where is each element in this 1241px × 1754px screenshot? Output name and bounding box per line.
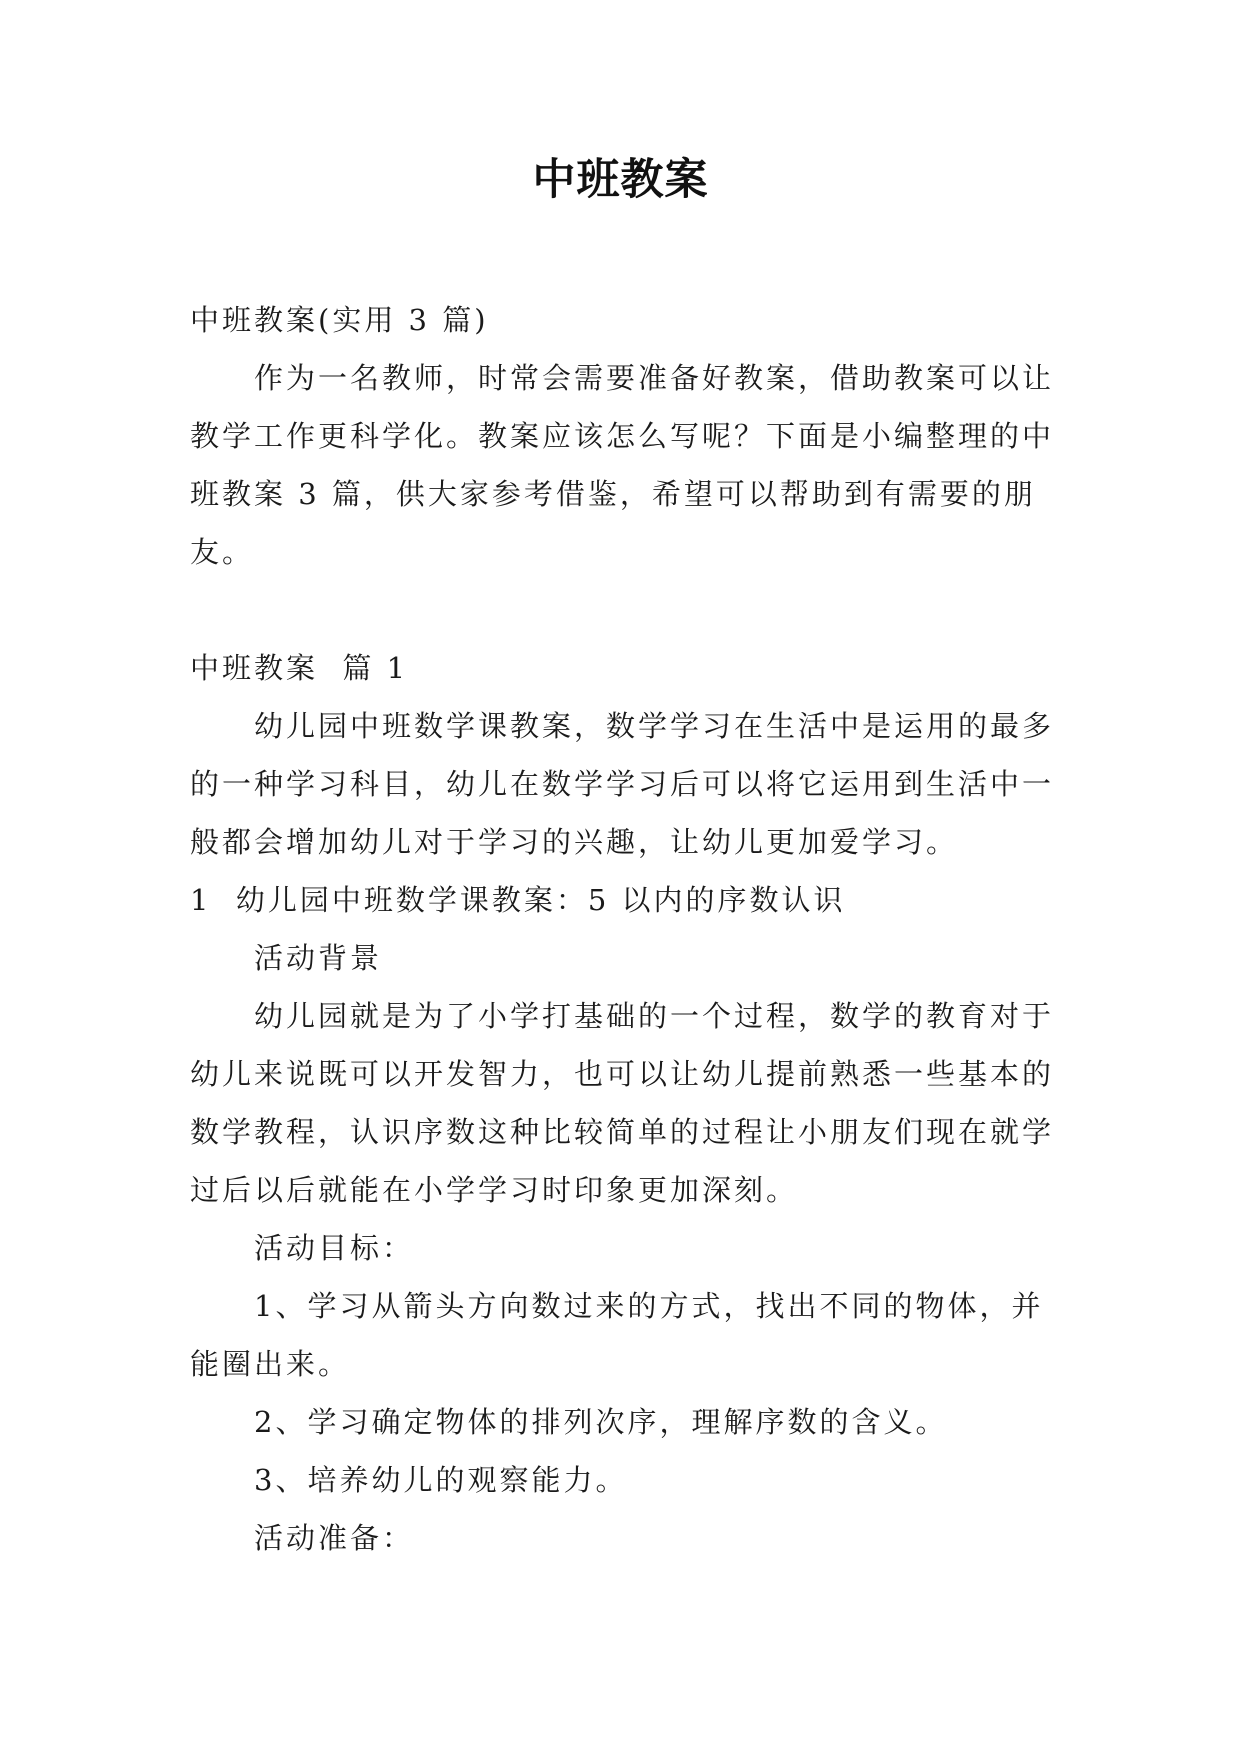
paragraph: 作为一名教师，时常会需要准备好教案，借助教案可以让教学工作更科学化。教案应该怎么写呢？下面是小编整理的中班教案 3 篇，供大家参考借鉴，希望可以帮助到有需要的朋友。 <box>190 361 1055 569</box>
document-title: 中班教案 <box>532 155 709 205</box>
paragraph: 活动准备： <box>254 1521 415 1555</box>
paragraph: 幼儿园就是为了小学打基础的一个过程，数学的教育对于幼儿来说既可以开发智力，也可以让幼儿提前熟悉一些基本的数学教程，认识序数这种比较简单的过程让小朋友们现在就学过后以后就能在小学学习时印象更加深刻。 <box>190 999 1055 1207</box>
paragraph-spacer <box>190 581 1070 639</box>
paragraph: 活动背景 <box>254 941 383 975</box>
section-heading: 中班教案 篇 1 <box>190 651 409 685</box>
paragraph: 1 幼儿园中班数学课教案：5 以内的序数认识 <box>190 883 846 917</box>
paragraph: 活动目标： <box>254 1231 415 1265</box>
paragraph: 3、培养幼儿的观察能力。 <box>254 1463 628 1497</box>
section-heading: 中班教案(实用 3 篇) <box>190 303 489 337</box>
paragraph: 幼儿园中班数学课教案，数学学习在生活中是运用的最多的一种学习科目，幼儿在数学学习后可以将它运用到生活中一般都会增加幼儿对于学习的兴趣，让幼儿更加爱学习。 <box>190 709 1055 859</box>
paragraph: 2、学习确定物体的排列次序，理解序数的含义。 <box>254 1405 948 1439</box>
paragraph: 1、学习从箭头方向数过来的方式，找出不同的物体，并能圈出来。 <box>190 1289 1044 1381</box>
document-body <box>190 291 1070 1567</box>
